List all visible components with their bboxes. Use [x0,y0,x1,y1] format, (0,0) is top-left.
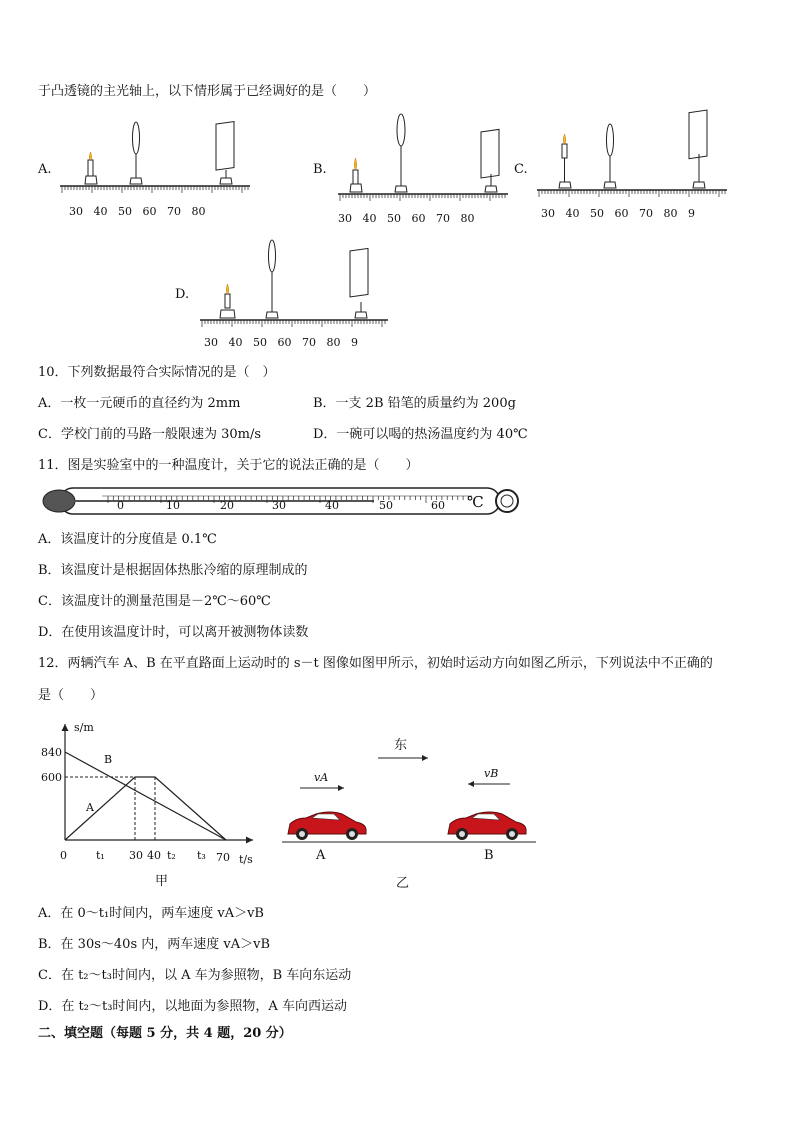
q12-stem-line2: 是（ ） [38,688,104,703]
q9-option-b-label: B. [313,162,327,177]
therm-label-50: 50 [379,499,393,512]
q9-option-a-label: A. [38,162,52,177]
q11-stem: 11．图是实验室中的一种温度计，关于它的说法正确的是（ ） [38,458,419,473]
graph-xtick-t2: t₂ [167,849,176,862]
graph-ylabel: s/m [74,721,94,734]
q10-option-b: B．一支 2B 铅笔的质量约为 200g [313,396,516,411]
scene-east-label: 东 [394,738,408,753]
graph-xtick-40: 40 [147,849,161,862]
therm-label-60: 60 [431,499,445,512]
graph-xtick-t3: t₃ [197,849,206,862]
therm-label-20: 20 [220,499,234,512]
q9-stem-tail: 于凸透镜的主光轴上，以下情形属于已经调好的是（ ） [38,84,377,99]
graph-ytick-840: 840 [41,746,62,759]
motion-scene [282,730,542,850]
optical-bench-d [200,236,395,341]
scale-label-d: 30 40 50 60 70 80 9 [204,336,358,349]
graph-line-b-label: B [104,753,113,766]
scene-car-b-label: B [484,848,494,863]
q12-option-a: A．在 0～t₁时间内，两车速度 vA＞vB [38,906,264,921]
graph-xlabel: t/s [239,853,253,866]
q10-option-a: A．一枚一元硬币的直径约为 2mm [38,396,241,411]
car-a-icon [288,812,366,840]
graph-xtick-70: 70 [216,851,230,864]
q10-stem: 10．下列数据最符合实际情况的是（ ） [38,365,276,380]
q11-option-c: C．该温度计的测量范围是－2℃～60℃ [38,594,271,609]
graph-line-a-label: A [86,801,94,814]
scale-label-c: 30 40 50 60 70 80 9 [541,207,695,220]
q12-option-b: B．在 30s～40s 内，两车速度 vA＞vB [38,937,271,952]
optical-bench-b [338,112,513,222]
scene-va-label: vA [314,771,329,784]
therm-label-0: 0 [117,499,124,512]
optical-bench-c [537,112,732,217]
therm-label-30: 30 [272,499,286,512]
q11-option-d: D．在使用该温度计时，可以离开被测物体读数 [38,625,309,640]
scene-caption: 乙 [396,876,410,891]
q10-option-c: C．学校门前的马路一般限速为 30m/s [38,427,261,442]
q9-option-c-label: C. [514,162,528,177]
q9-option-d-label: D. [175,287,190,302]
scene-vb-label: vB [484,767,499,780]
scale-label-b: 30 40 50 60 70 80 [338,212,475,225]
therm-label-10: 10 [166,499,180,512]
graph-caption: 甲 [155,874,169,889]
q12-stem-line1: 12．两辆汽车 A、B 在平直路面上运动时的 s－t 图像如图甲所示，初始时运动方向如图乙所示，下列说法中不正确的 [38,656,713,671]
q11-option-a: A．该温度计的分度值是 0.1℃ [38,532,217,547]
q12-option-d: D．在 t₂～t₃时间内，以地面为参照物，A 车向西运动 [38,999,347,1014]
car-b-icon [448,812,526,840]
section-2-heading: 二、填空题（每题 5 分，共 4 题，20 分） [38,1026,292,1041]
q12-option-c: C．在 t₂～t₃时间内，以 A 车为参照物，B 车向东运动 [38,968,352,983]
scale-label-a: 30 40 50 60 70 80 [69,205,206,218]
graph-ytick-600: 600 [41,771,62,784]
graph-xtick-30: 30 [129,849,143,862]
scene-car-a-label: A [316,848,326,863]
graph-xtick-t1: t₁ [96,849,105,862]
optical-bench-a [60,118,255,218]
therm-label-40: 40 [325,499,339,512]
therm-unit: ℃ [467,493,484,511]
q11-option-b: B．该温度计是根据固体热胀冷缩的原理制成的 [38,563,308,578]
graph-xtick-0: 0 [60,849,67,862]
q10-option-d: D．一碗可以喝的热汤温度约为 40℃ [313,427,528,442]
